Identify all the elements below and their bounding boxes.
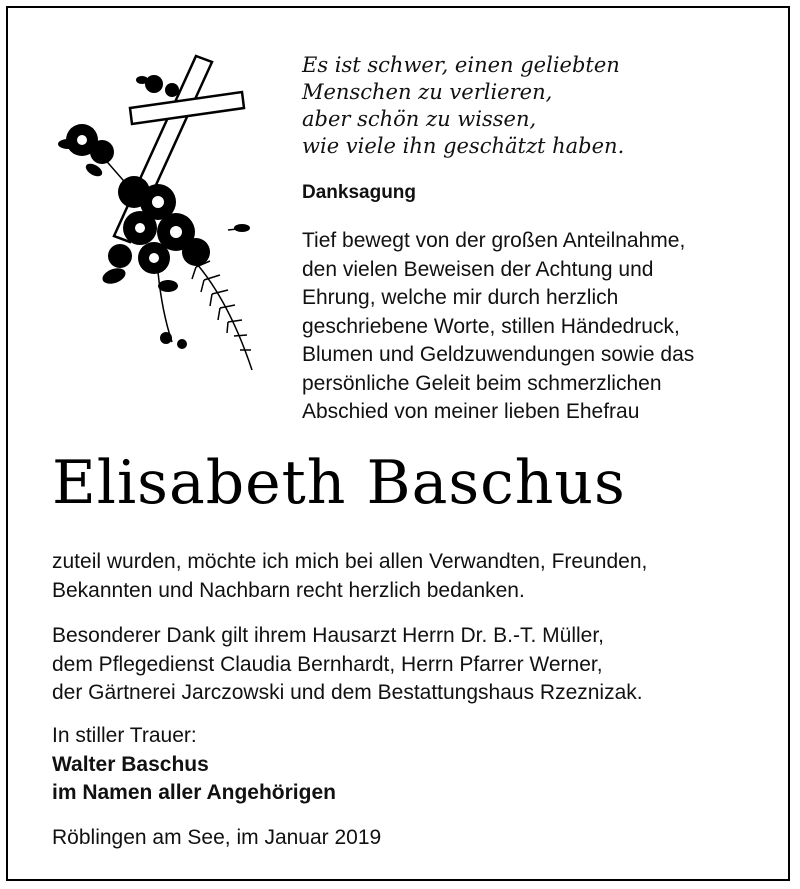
- cross-with-roses-icon: [46, 52, 271, 372]
- thanks-line: Abschied von meiner lieben Ehefrau: [302, 400, 640, 423]
- thanks-line: persönliche Geleit beim schmerzlichen: [302, 371, 662, 395]
- mourners-block: [52, 722, 336, 808]
- thanks-heading: Danksagung: [302, 182, 417, 203]
- continuation-line: zuteil wurden, möchte ich mich bei allen Verwandten, Freunden,: [52, 550, 648, 573]
- thanks-line: Tief bewegt von der großen Anteilnahme,: [302, 229, 686, 252]
- special-thanks-line: der Gärtnerei Jarczowski und dem Bestattungshaus Rzeznizak.: [52, 681, 643, 704]
- poem-line: Menschen zu verlieren,: [302, 80, 553, 104]
- special-thanks-line: dem Pflegedienst Claudia Bernhardt, Herrn Pfarrer Werner,: [52, 652, 603, 676]
- thanks-line: den vielen Beweisen der Achtung und: [302, 257, 654, 281]
- poem-line: wie viele ihn geschätzt haben.: [302, 134, 625, 158]
- continuation-paragraph: [52, 548, 647, 605]
- special-thanks-paragraph: [52, 622, 643, 708]
- thanks-paragraph: [302, 227, 694, 427]
- thanks-line: Blumen und Geldzuwendungen sowie das: [302, 343, 695, 366]
- thanks-line: geschriebene Worte, stillen Händedruck,: [302, 314, 680, 338]
- obituary-frame: [6, 6, 790, 881]
- mourner-family: im Namen aller Angehörigen: [52, 781, 336, 804]
- poem-verse: [302, 52, 624, 160]
- special-thanks-line: Besonderer Dank gilt ihrem Hausarzt Herrn Dr. B.-T. Müller,: [52, 624, 605, 647]
- thanks-line: Ehrung, welche mir durch herzlich: [302, 286, 619, 309]
- poem-line: aber schön zu wissen,: [302, 107, 537, 131]
- mourners-intro: In stiller Trauer:: [52, 724, 197, 747]
- deceased-name: Elisabeth Baschus: [52, 448, 626, 518]
- mourner-name: Walter Baschus: [52, 752, 209, 776]
- place-date: Röblingen am See, im Januar 2019: [52, 826, 382, 849]
- continuation-line: Bekannten und Nachbarn recht herzlich bedanken.: [52, 578, 525, 602]
- poem-line: Es ist schwer, einen geliebten: [302, 53, 620, 77]
